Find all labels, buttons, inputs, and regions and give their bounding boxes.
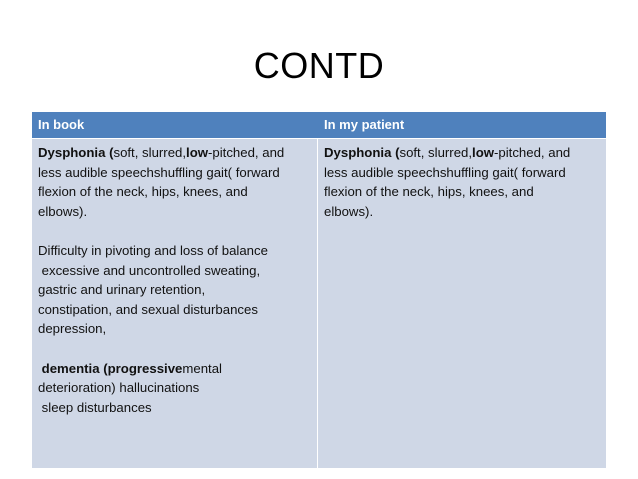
book-dysphonia-term: Dysphonia ( — [38, 145, 114, 160]
dysphonia-rest-text: -pitched, and — [494, 145, 571, 160]
book-dysphonia-text: soft, slurred, — [113, 145, 187, 160]
book-deterioration-line: deterioration) hallucinations — [38, 380, 200, 396]
book-dementia-line — [38, 359, 311, 379]
book-sleep-line: sleep disturbances — [38, 399, 152, 415]
slide-title: CONTD — [253, 45, 385, 86]
header-in-my-patient: In my patient — [324, 117, 405, 132]
book-dysphonia-line-2: less audible speechshuffling gait( forward — [38, 164, 280, 180]
book-dysphonia-line-3: flexion of the neck, hips, knees, and — [38, 184, 248, 200]
comparison-table — [32, 112, 606, 468]
patient-dysphonia-line-2: less audible speechshuffling gait( forward — [324, 164, 566, 180]
book-constipation-line: constipation, and sexual disturbances — [38, 301, 258, 317]
book-dysphonia-text-2 — [186, 145, 284, 160]
book-dementia-term: dementia (progressive — [38, 360, 183, 376]
spacer — [38, 339, 311, 359]
table-header-row — [32, 112, 606, 138]
book-cell — [32, 139, 318, 468]
patient-dysphonia-line-4: elbows). — [324, 203, 374, 219]
table-body-row — [32, 138, 606, 468]
patient-dysphonia-text: soft, slurred, — [399, 145, 473, 160]
book-dysphonia-line-4: elbows). — [38, 203, 88, 219]
dysphonia-rest-text: -pitched, and — [208, 145, 285, 160]
book-gastric-line: gastric and urinary retention, — [38, 282, 206, 298]
book-difficulty-line: Difficulty in pivoting and loss of balance — [38, 242, 268, 258]
patient-cell — [318, 139, 606, 468]
patient-dysphonia-line-1 — [324, 143, 600, 163]
book-dementia-text: mental — [182, 360, 222, 376]
header-in-book: In book — [38, 117, 85, 132]
book-depression-line: depression, — [38, 321, 107, 337]
patient-dysphonia-term: Dysphonia ( — [324, 145, 400, 160]
spacer — [38, 221, 311, 241]
patient-dysphonia-text-2 — [472, 145, 570, 160]
dysphonia-bold-word: low — [186, 145, 209, 160]
patient-dysphonia-line-3: flexion of the neck, hips, knees, and — [324, 184, 534, 200]
book-sweating-line: excessive and uncontrolled sweating, — [38, 262, 261, 278]
dysphonia-bold-word: low — [472, 145, 495, 160]
book-dysphonia-line-1 — [38, 143, 311, 163]
